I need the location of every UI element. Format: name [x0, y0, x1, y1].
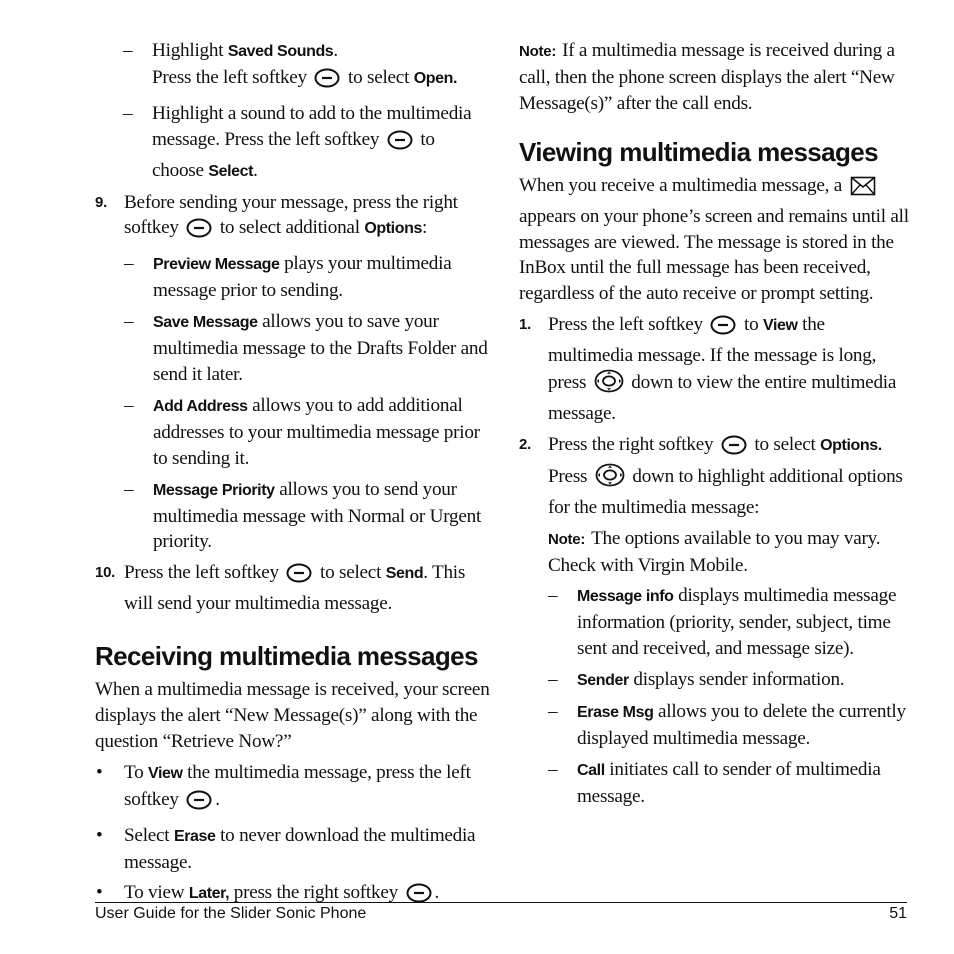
- envelope-icon: [850, 176, 876, 204]
- text: .: [434, 882, 440, 904]
- text: .: [333, 40, 338, 61]
- ui-term: Message info: [577, 588, 674, 606]
- text: initiates call to sender of multimedia message.: [577, 758, 881, 807]
- numbered-step: [519, 432, 914, 521]
- softkey-icon: [186, 790, 212, 818]
- step-number: 10.: [95, 564, 116, 582]
- text: Press the left softkey: [548, 314, 703, 336]
- ui-term: Options: [364, 220, 422, 238]
- text: down to view the entire multimedia message.: [548, 372, 897, 424]
- softkey-icon: [710, 315, 736, 343]
- note-label: Note:: [548, 530, 586, 548]
- text: When you receive a multimedia message, a: [519, 174, 842, 196]
- list-item: [548, 583, 914, 662]
- bullet-item: [95, 823, 490, 876]
- paragraph: When a multimedia message is received, your screen displays the alert “New Message(s)” along with the question “Retrieve Now?”: [95, 679, 490, 752]
- text: Press the left softkey: [152, 66, 307, 88]
- options-list: [548, 583, 914, 809]
- list-item: [95, 38, 490, 96]
- ui-term: Options.: [820, 436, 882, 454]
- ui-term: Add Address: [153, 397, 248, 415]
- text: the multimedia message. If the message is long, press: [548, 314, 877, 394]
- text: allows you to send your multimedia message with Normal or Urgent priority.: [153, 478, 482, 553]
- numbered-step: [519, 312, 914, 427]
- numbered-step: [95, 190, 490, 247]
- softkey-icon: [721, 435, 747, 463]
- ui-term: Preview Message: [153, 256, 280, 274]
- step-number: 1.: [519, 316, 532, 334]
- text: plays your multimedia message prior to sending.: [153, 253, 452, 302]
- list-item: [548, 757, 914, 810]
- text: The options available to you may vary. Check with Virgin Mobile.: [548, 527, 881, 576]
- text: to select additional: [215, 217, 365, 239]
- ui-term: Saved Sounds: [227, 43, 334, 60]
- list-item: [124, 251, 490, 304]
- note-label: Note:: [519, 43, 557, 60]
- text: To view: [124, 882, 189, 904]
- softkey-icon: [406, 883, 432, 911]
- text: To: [124, 761, 149, 783]
- text: to never download the multimedia message.: [124, 824, 476, 873]
- ui-term: Select: [208, 162, 254, 180]
- text: Press: [548, 465, 588, 487]
- text: to choose: [152, 128, 435, 181]
- paragraph: [519, 173, 914, 308]
- softkey-icon: [387, 130, 413, 158]
- text: .: [215, 788, 220, 810]
- text: Select: [124, 824, 174, 846]
- list-item: [95, 101, 490, 185]
- section-heading: Viewing multimedia messages: [519, 136, 879, 167]
- text: displays sender information.: [628, 669, 845, 691]
- text: the multimedia message, press the left softkey: [124, 761, 471, 810]
- page-number: 51: [889, 905, 907, 922]
- footer-title: User Guide for the Slider Sonic Phone: [95, 905, 367, 922]
- ui-term: Open.: [413, 69, 458, 87]
- text: down to highlight additional options for the multimedia message:: [548, 465, 903, 518]
- text: Highlight: [152, 40, 228, 61]
- ui-term: View: [148, 764, 183, 782]
- ui-term: Erase Msg: [577, 704, 654, 722]
- note: [519, 38, 914, 117]
- ui-term: Message Priority: [153, 481, 275, 499]
- note: [519, 526, 914, 579]
- list-item: [124, 393, 490, 472]
- text: displays multimedia message information (priority, sender, subject, time sent and received, and message size).: [577, 585, 897, 660]
- text: to select: [315, 562, 386, 584]
- text: .: [253, 159, 258, 181]
- navigation-key-icon: [594, 369, 624, 401]
- text: . This will send your multimedia message.: [124, 562, 466, 615]
- bullet-item: [95, 760, 490, 818]
- step-number: 2.: [519, 435, 532, 453]
- ui-term: Send: [385, 565, 424, 583]
- text: to select: [749, 433, 821, 455]
- options-list: [124, 251, 490, 555]
- text: allows you to delete the currently displayed multimedia message.: [577, 701, 906, 749]
- ui-term: Later,: [188, 885, 230, 903]
- list-item: [124, 309, 490, 388]
- text: allows you to add additional addresses to your multimedia message prior to sending it.: [153, 394, 480, 469]
- text: Press the left softkey: [124, 562, 279, 584]
- softkey-icon: [314, 68, 340, 96]
- ui-term: Sender: [577, 672, 629, 690]
- ui-term: View: [762, 317, 798, 335]
- section-heading: Receiving multimedia messages: [95, 641, 478, 672]
- text: to: [739, 314, 763, 336]
- step-number: 9.: [95, 193, 108, 211]
- text: :: [421, 217, 428, 239]
- ui-term: Call: [577, 761, 605, 779]
- ui-term: Save Message: [153, 314, 258, 332]
- text: Before sending your message, press the right softkey: [124, 191, 458, 239]
- navigation-key-icon: [595, 463, 625, 495]
- text: appears on your phone’s screen and remains until all messages are viewed. The message is stored in the InBox until the full message has been received, regardless of the auto receive or prompt setting.: [519, 205, 909, 305]
- footer-divider: [95, 902, 907, 903]
- right-column: [519, 38, 914, 815]
- text: Press the right softkey: [548, 433, 714, 455]
- ui-term: Erase: [173, 827, 216, 845]
- list-item: [548, 699, 914, 752]
- list-item: [124, 477, 490, 556]
- left-column: [95, 38, 490, 916]
- softkey-icon: [186, 218, 212, 246]
- text: allows you to save your multimedia message to the Drafts Folder and send it later.: [153, 311, 488, 385]
- softkey-icon: [286, 563, 312, 591]
- text: press the right softkey: [229, 882, 398, 904]
- text: If a multimedia message is received during a call, then the phone screen displays the alert “New Message(s)” after the call ends.: [519, 40, 895, 114]
- numbered-step: [95, 560, 490, 617]
- text: Highlight a sound to add to the multimedia message. Press the left softkey: [152, 102, 472, 150]
- list-item: [548, 667, 914, 694]
- text: to select: [343, 66, 414, 88]
